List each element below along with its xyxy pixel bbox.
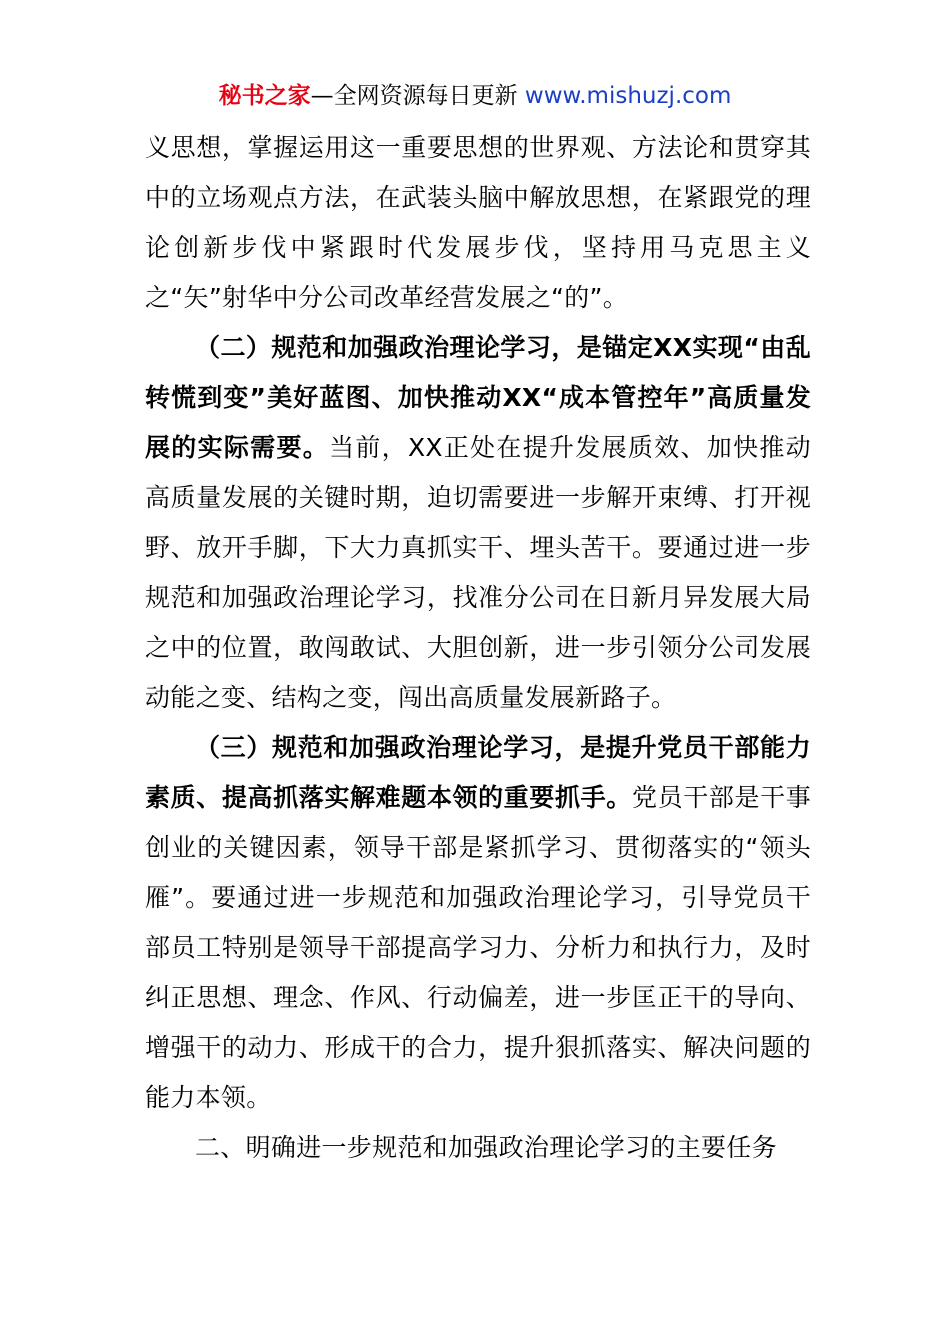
section-heading: （三）规范和加强政治理论学习，是提升党员干部能力素质、提高抓落实解难题本领的重要抓手。 — [145, 733, 811, 812]
chapter-heading-text: 二、明确进一步规范和加强政治理论学习的主要任务 — [195, 1133, 777, 1162]
chapter-heading — [145, 1123, 811, 1173]
section-heading: （二）规范和加强政治理论学习，是锚定XX实现“由乱转慌到变”美好蓝图、加快推动XX“成本管控年”高质量发展的实际需要。 — [145, 333, 811, 462]
header-tagline: —全网资源每日更新 — [310, 83, 525, 109]
paragraph-text: 党员干部是干事创业的关键因素，领导干部是紧抓学习、贯彻落实的“领头雁”。要通过进一步规范和加强政治理论学习，引导党员干部员工特别是领导干部提高学习力、分析力和执行力，及时纠正思想、理念、作风、行动偏差，进一步匡正干的导向、增强干的动力、形成干的合力，提升狠抓落实、解决问题的能力本领。 — [145, 783, 812, 1112]
paragraph-text: 义思想，掌握运用这一重要思想的世界观、方法论和贯穿其中的立场观点方法，在武装头脑中解放思想，在紧跟党的理论创新步伐中紧跟时代发展步伐，坚持用马克思主义之“矢”射华中分公司改革经营发展之“的”。 — [145, 133, 811, 312]
paragraph-continuation — [145, 123, 811, 323]
document-body — [145, 123, 811, 1173]
brand-name: 秘书之家 — [218, 83, 311, 109]
paragraph-section-3 — [145, 723, 811, 1123]
site-url-link[interactable]: www.mishuzj.com — [524, 83, 732, 109]
paragraph-section-2 — [145, 323, 811, 723]
site-header — [0, 80, 950, 112]
paragraph-text: 当前，XX正处在提升发展质效、加快推动高质量发展的关键时期，迫切需要进一步解开束缚、打开视野、放开手脚，下大力真抓实干、埋头苦干。要通过进一步规范和加强政治理论学习，找准分公司在日新月异发展大局之中的位置，敢闯敢试、大胆创新，进一步引领分公司发展动能之变、结构之变，闯出高质量发展新路子。 — [145, 433, 811, 712]
